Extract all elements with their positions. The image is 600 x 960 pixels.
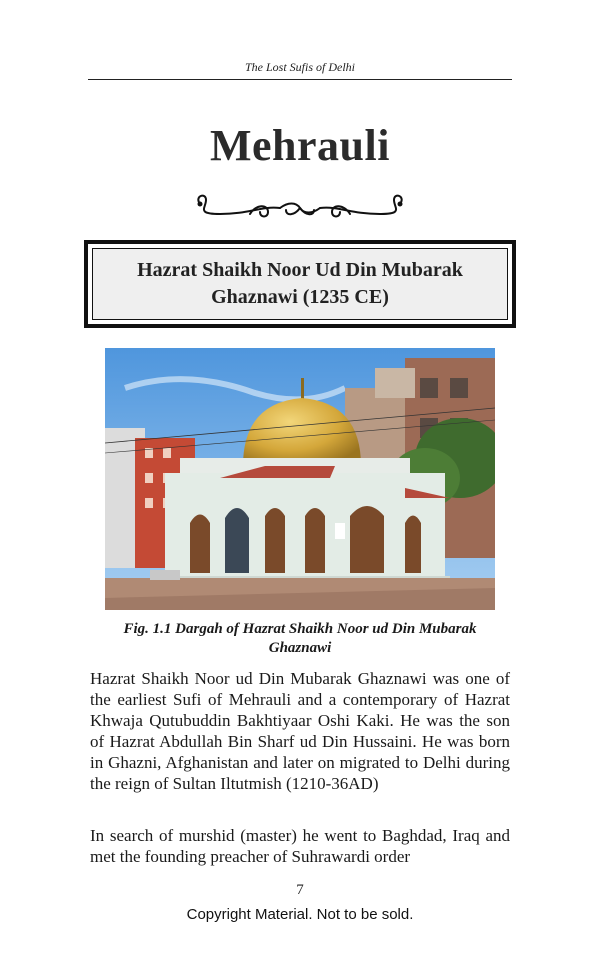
running-head: The Lost Sufis of Delhi xyxy=(244,60,355,74)
section-title-inner xyxy=(92,248,508,320)
figure-caption: Fig. 1.1 Dargah of Hazrat Shaikh Noor ud Din Mubarak Ghaznawi xyxy=(123,621,477,656)
section-title-box xyxy=(84,240,516,328)
header-rule xyxy=(88,79,512,80)
body-paragraph: In search of murshid (master) he went to Baghdad, Iraq and met the founding preacher of Suhrawardi order xyxy=(90,826,510,866)
dargah-photo xyxy=(105,348,495,610)
body-paragraph: Hazrat Shaikh Noor ud Din Mubarak Ghaznawi was one of the earliest Sufi of Mehrauli and a contemporary of Hazrat Khwaja Qutubuddin Bakhtiyaar Oshi Kaki. He was the son of Hazrat Abdullah Bin Sharf ud Din Hussaini. He was born in Ghazni, Afghanistan and later on migrated to Delhi during the reign of Sultan Iltutmish (1210-36AD) xyxy=(90,669,510,793)
copyright-notice: Copyright Material. Not to be sold. xyxy=(186,906,414,923)
chapter-title: Mehrauli xyxy=(210,121,390,170)
section-title: Hazrat Shaikh Noor Ud Din Mubarak Ghaznawi (1235 CE) xyxy=(137,259,463,308)
flourish-ornament-icon xyxy=(190,192,410,226)
page-number: 7 xyxy=(296,882,304,898)
